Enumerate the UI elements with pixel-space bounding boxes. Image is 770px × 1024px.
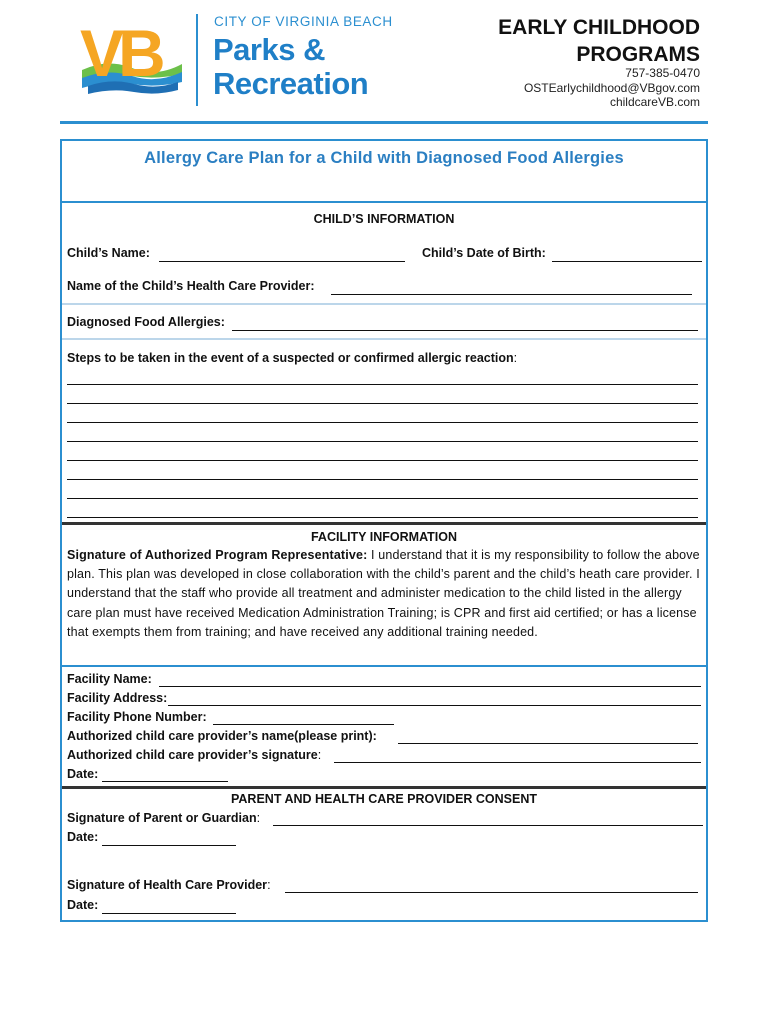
- brand-name-line-1: Parks &: [213, 32, 325, 67]
- vb-logo: [78, 18, 186, 98]
- contact-phone: 757-385-0470: [625, 66, 700, 80]
- reaction-steps-line[interactable]: [67, 422, 698, 423]
- provider-name-field[interactable]: [398, 743, 698, 744]
- parent-date-label: Date:: [67, 830, 99, 844]
- program-title: [440, 14, 700, 68]
- header-rule: [60, 121, 708, 124]
- program-title-line-2: PROGRAMS: [576, 43, 700, 66]
- vb-logo-letters: VB: [80, 18, 160, 90]
- facility-name-field[interactable]: [159, 686, 701, 687]
- city-name: CITY OF VIRGINIA BEACH: [214, 14, 393, 29]
- health-care-provider-label: Name of the Child’s Health Care Provider:: [67, 279, 315, 293]
- consent-heading: PARENT AND HEALTH CARE PROVIDER CONSENT: [230, 792, 538, 806]
- authorized-signature-label: Signature of Authorized Program Representative:: [67, 548, 368, 562]
- food-allergies-field[interactable]: [232, 330, 698, 331]
- reaction-steps-line[interactable]: [67, 384, 698, 385]
- child-dob-label: Child’s Date of Birth:: [422, 246, 546, 260]
- reaction-steps-line[interactable]: [67, 403, 698, 404]
- row-divider: [62, 303, 706, 305]
- hcp-date-label: Date:: [67, 898, 99, 912]
- provider-signature-field[interactable]: [334, 762, 701, 763]
- parent-date-field[interactable]: [102, 845, 236, 846]
- facility-date-field[interactable]: [102, 781, 228, 782]
- facility-phone-field[interactable]: [213, 724, 394, 725]
- facility-address-label: Facility Address:: [67, 691, 168, 705]
- section-divider: [62, 786, 706, 789]
- title-divider: [62, 201, 706, 203]
- hcp-signature-field[interactable]: [285, 892, 698, 893]
- program-title-line-1: EARLY CHILDHOOD: [498, 16, 700, 39]
- contact-email[interactable]: OSTEarlychildhood@VBgov.com: [523, 80, 700, 95]
- reaction-steps-label: Steps to be taken in the event of a suspected or confirmed allergic reaction:: [67, 351, 518, 365]
- contact-website[interactable]: childcareVB.com: [609, 95, 700, 109]
- facility-statement: [67, 546, 703, 642]
- section-divider: [62, 522, 706, 525]
- brand-name-line-2: Recreation: [213, 66, 369, 101]
- row-divider: [62, 665, 706, 667]
- food-allergies-label: Diagnosed Food Allergies:: [67, 315, 225, 329]
- child-name-label: Child’s Name:: [67, 246, 150, 260]
- row-divider: [62, 338, 706, 340]
- parent-signature-label: Signature of Parent or Guardian:: [67, 811, 261, 825]
- form-title: Allergy Care Plan for a Child with Diagnosed Food Allergies: [144, 149, 624, 167]
- facility-address-field[interactable]: [168, 705, 701, 706]
- child-name-field[interactable]: [159, 261, 405, 262]
- parent-signature-field[interactable]: [273, 825, 703, 826]
- facility-name-label: Facility Name:: [67, 672, 152, 686]
- reaction-steps-line[interactable]: [67, 441, 698, 442]
- child-info-heading: CHILD’S INFORMATION: [313, 212, 455, 226]
- facility-date-label: Date:: [67, 767, 99, 781]
- facility-info-heading: FACILITY INFORMATION: [310, 530, 458, 544]
- reaction-steps-line[interactable]: [67, 460, 698, 461]
- hcp-signature-label: Signature of Health Care Provider:: [67, 878, 271, 892]
- reaction-steps-line[interactable]: [67, 498, 698, 499]
- provider-signature-label: Authorized child care provider’s signature:: [67, 748, 322, 762]
- provider-name-label: Authorized child care provider’s name(please print):: [67, 729, 377, 743]
- facility-statement-text: I understand that it is my responsibility to follow the above plan. This plan was developed in close collaboration with the child’s parent and the child’s heath care provider. I understand that the staff who provide all treatment and administer medication to the child listed in the allergy care plan must have received Medication Administration Training; is CPR and first aid certified; or has a license that exempts them from training; and have received any additional training needed.: [67, 548, 700, 639]
- contact-info: [440, 66, 700, 110]
- health-care-provider-field[interactable]: [331, 294, 692, 295]
- facility-phone-label: Facility Phone Number:: [67, 710, 207, 724]
- reaction-steps-line[interactable]: [67, 479, 698, 480]
- child-dob-field[interactable]: [552, 261, 702, 262]
- reaction-steps-line[interactable]: [67, 517, 698, 518]
- hcp-date-field[interactable]: [102, 913, 236, 914]
- logo-divider: [196, 14, 198, 106]
